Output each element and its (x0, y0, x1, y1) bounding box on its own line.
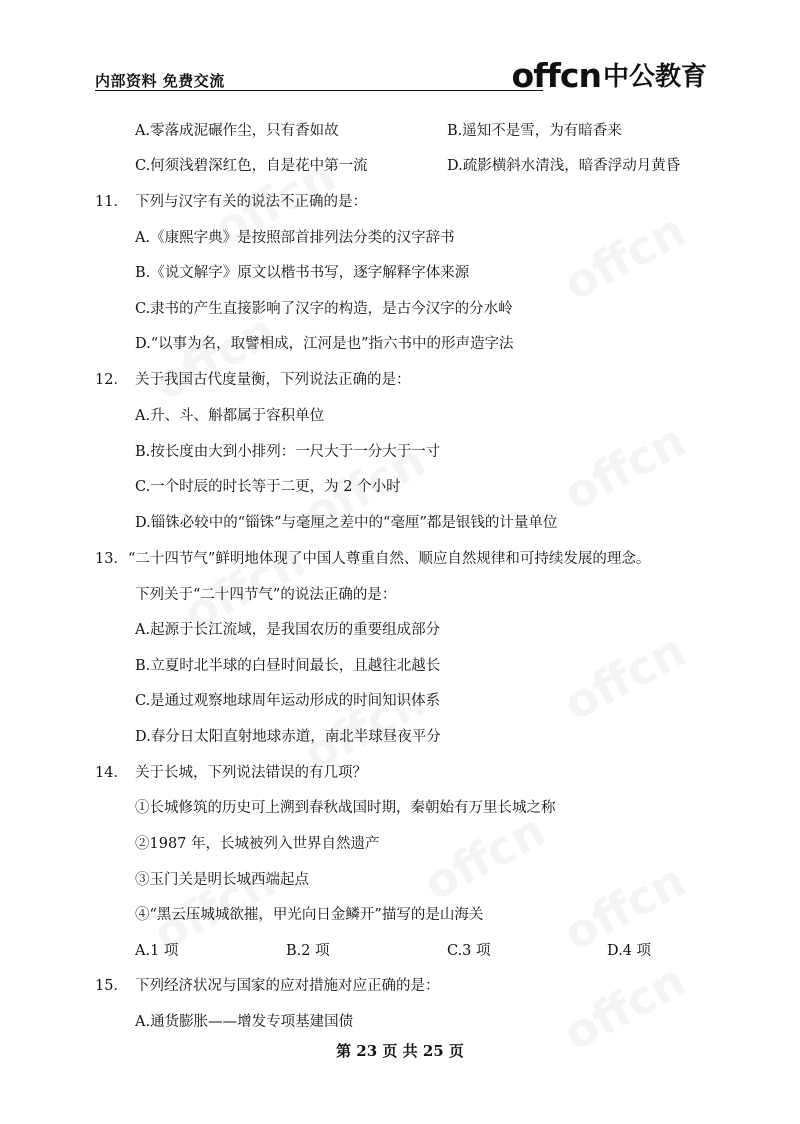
answer-option: D.4 项 (607, 943, 652, 959)
question-number: 13． (95, 551, 128, 567)
question-number: 14． (95, 765, 128, 781)
question-stem: 下列与汉字有关的说法不正确的是： (135, 194, 367, 210)
statement-item: ②1987 年，长城被列入世界自然遗产 (135, 836, 380, 852)
answer-option: C.何须浅碧深红色，自是花中第一流 (135, 158, 368, 174)
answer-option: A.通货膨胀——增发专项基建国债 (135, 1014, 354, 1030)
page-footer: 第 23 页 共 25 页 (336, 1042, 464, 1060)
header-label: 内部资料 免费交流 (95, 72, 225, 90)
answer-option: A.《康熙字典》是按照部首排列法分类的汉字辞书 (135, 230, 455, 246)
logo-chinese-text: 中公教育 (602, 62, 707, 92)
question-stem: 下列关于“二十四节气”的说法正确的是： (135, 587, 397, 603)
answer-option: B.《说文解字》原文以楷书书写，逐字解释字体来源 (135, 265, 470, 281)
answer-option: C.一个时辰的时长等于二更，为 2 个小时 (135, 479, 401, 495)
question-number: 15． (95, 978, 128, 994)
question-number: 11． (95, 194, 128, 210)
answer-option: B.2 项 (286, 943, 330, 959)
answer-option: B.立夏时北半球的白昼时间最长，且越往北越长 (135, 658, 441, 674)
answer-option: B.遥知不是雪，为有暗香来 (447, 123, 622, 139)
statement-item: ③玉门关是明长城西端起点 (135, 872, 309, 888)
answer-option: C.隶书的产生直接影响了汉字的构造，是古今汉字的分水岭 (135, 301, 513, 317)
answer-option: A.升、斗、斛都属于容积单位 (135, 408, 325, 424)
answer-option: D.锱铢必较中的“锱铢”与毫厘之差中的“毫厘”都是银钱的计量单位 (135, 515, 558, 531)
answer-option: C.是通过观察地球周年运动形成的时间知识体系 (135, 693, 441, 709)
question-stem: “二十四节气”鲜明地体现了中国人尊重自然、顺应自然规律和可持续发展的理念。 (128, 551, 651, 567)
answer-option: A.起源于长江流域，是我国农历的重要组成部分 (135, 622, 441, 638)
answer-option: C.3 项 (447, 943, 491, 959)
answer-option: B.按长度由大到小排列：一尺大于一分大于一寸 (135, 444, 441, 460)
answer-option: D.春分日太阳直射地球赤道，南北半球昼夜平分 (135, 729, 441, 745)
answer-option: A.零落成泥碾作尘，只有香如故 (135, 123, 339, 139)
question-number: 12． (95, 372, 128, 388)
answer-option: A.1 项 (135, 943, 179, 959)
question-stem: 关于长城，下列说法错误的有几项？ (135, 765, 367, 781)
answer-option: D.“以事为名，取譬相成，江河是也”指六书中的形声造字法 (135, 336, 514, 352)
question-stem: 关于我国古代度量衡，下列说法正确的是： (135, 372, 411, 388)
logo-latin-text: offcn (511, 56, 601, 95)
answer-option: D.疏影横斜水清浅，暗香浮动月黄昏 (447, 158, 681, 174)
statement-item: ①长城修筑的历史可上溯到春秋战国时期，秦朝始有万里长城之称 (135, 800, 556, 816)
statement-item: ④“黑云压城城欲摧，甲光向日金鳞开”描写的是山海关 (135, 907, 484, 923)
question-stem: 下列经济状况与国家的应对措施对应正确的是： (135, 978, 440, 994)
